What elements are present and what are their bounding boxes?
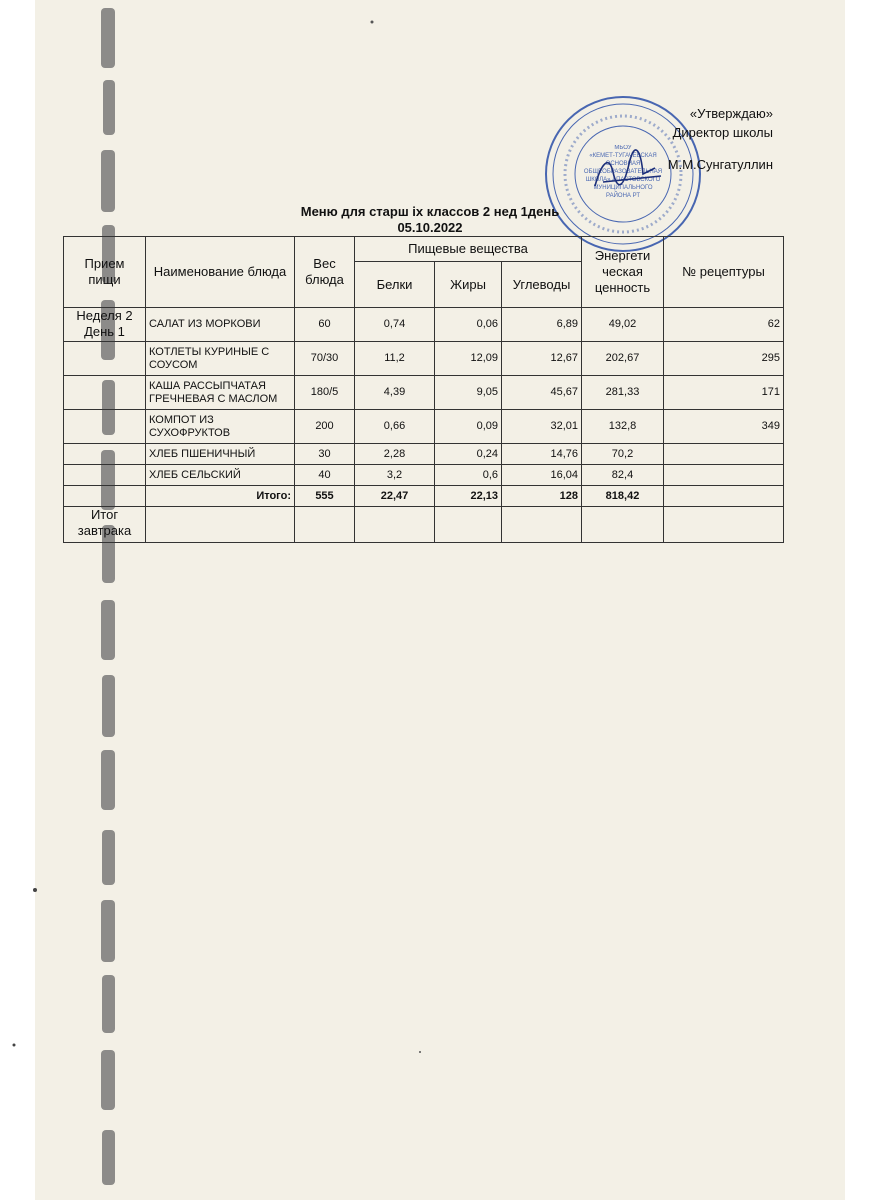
dish-proteins: 11,2 [355, 342, 435, 376]
dish-fats: 0,24 [435, 444, 502, 465]
svg-text:ОСНОВНАЯ: ОСНОВНАЯ [605, 161, 641, 167]
table-row [64, 465, 784, 486]
total-energy: 818,42 [582, 486, 664, 507]
header-energy: Энергети ческая ценность [582, 237, 664, 308]
dish-name: САЛАТ ИЗ МОРКОВИ [146, 308, 295, 342]
table-row [64, 444, 784, 465]
dish-energy: 82,4 [582, 465, 664, 486]
dish-name: КОМПОТ ИЗ СУХОФРУКТОВ [146, 410, 295, 444]
dish-weight: 30 [295, 444, 355, 465]
total-label: Итого: [146, 486, 295, 507]
approval-position: Директор школы [672, 125, 773, 140]
dish-fats: 0,09 [435, 410, 502, 444]
dish-name: КАША РАССЫПЧАТАЯ ГРЕЧНЕВАЯ С МАСЛОМ [146, 376, 295, 410]
approval-signer: М.М.Сунгатуллин [667, 157, 773, 172]
header-carbs: Углеводы [502, 262, 582, 308]
dish-weight: 60 [295, 308, 355, 342]
breakfast-total-row [64, 507, 784, 543]
dish-fats: 0,06 [435, 308, 502, 342]
dish-weight: 40 [295, 465, 355, 486]
svg-text:ОБЩЕОБРАЗОВАТЕЛЬНАЯ: ОБЩЕОБРАЗОВАТЕЛЬНАЯ [583, 169, 663, 175]
dish-carbs: 16,04 [502, 465, 582, 486]
table-row [64, 376, 784, 410]
svg-text:«КЕМЕТ-ТУГАЧЕВСКАЯ: «КЕМЕТ-ТУГАЧЕВСКАЯ [589, 153, 657, 159]
dish-name: КОТЛЕТЫ КУРИНЫЕ С СОУСОМ [146, 342, 295, 376]
dish-recipe [664, 444, 784, 465]
header-dish: Наименование блюда [146, 237, 295, 308]
dish-weight: 70/30 [295, 342, 355, 376]
dish-name: ХЛЕБ ПШЕНИЧНЫЙ [146, 444, 295, 465]
total-carbs: 128 [502, 486, 582, 507]
document-title: Меню для старш іх классов 2 нед 1день [300, 204, 560, 219]
dish-fats: 0,6 [435, 465, 502, 486]
dish-proteins: 2,28 [355, 444, 435, 465]
dish-weight: 200 [295, 410, 355, 444]
meal-label: Неделя 2 День 1 [64, 308, 146, 342]
dish-fats: 12,09 [435, 342, 502, 376]
dish-energy: 132,8 [582, 410, 664, 444]
approval-block [560, 104, 773, 174]
breakfast-total-label: Итог завтрака [64, 507, 146, 543]
dish-energy: 202,67 [582, 342, 664, 376]
dish-recipe: 349 [664, 410, 784, 444]
dish-carbs: 14,76 [502, 444, 582, 465]
document-title-block [240, 204, 620, 236]
dish-proteins: 0,66 [355, 410, 435, 444]
dish-proteins: 0,74 [355, 308, 435, 342]
dish-proteins: 4,39 [355, 376, 435, 410]
dish-carbs: 12,67 [502, 342, 582, 376]
header-weight: Вес блюда [295, 237, 355, 308]
total-weight: 555 [295, 486, 355, 507]
header-recipe: № рецептуры [664, 237, 784, 308]
header-meal: Прием пищи [64, 237, 146, 308]
dish-energy: 70,2 [582, 444, 664, 465]
document-date: 05.10.2022 [397, 220, 463, 235]
dish-recipe: 295 [664, 342, 784, 376]
table-row [64, 308, 784, 342]
dish-carbs: 32,01 [502, 410, 582, 444]
dish-recipe: 171 [664, 376, 784, 410]
table-row [64, 410, 784, 444]
dish-weight: 180/5 [295, 376, 355, 410]
svg-text:ШКОЛА» АПАСТОВСКОГО: ШКОЛА» АПАСТОВСКОГО [585, 177, 661, 183]
dish-recipe: 62 [664, 308, 784, 342]
dish-carbs: 45,67 [502, 376, 582, 410]
approval-title: «Утверждаю» [689, 106, 773, 121]
dish-recipe [664, 465, 784, 486]
total-proteins: 22,47 [355, 486, 435, 507]
dish-energy: 281,33 [582, 376, 664, 410]
dish-name: ХЛЕБ СЕЛЬСКИЙ [146, 465, 295, 486]
total-fats: 22,13 [435, 486, 502, 507]
header-nutrients: Пищевые вещества [355, 237, 582, 262]
header-proteins: Белки [355, 262, 435, 308]
table-row [64, 342, 784, 376]
dish-energy: 49,02 [582, 308, 664, 342]
binding-holes-strip [96, 0, 126, 1200]
svg-text:МБОУ: МБОУ [614, 145, 632, 151]
dish-fats: 9,05 [435, 376, 502, 410]
dish-carbs: 6,89 [502, 308, 582, 342]
total-row [64, 486, 784, 507]
svg-text:РАЙОНА РТ: РАЙОНА РТ [606, 193, 640, 199]
dish-proteins: 3,2 [355, 465, 435, 486]
svg-text:МУНИЦИПАЛЬНОГО: МУНИЦИПАЛЬНОГО [593, 185, 653, 191]
header-fats: Жиры [435, 262, 502, 308]
menu-table [63, 236, 784, 543]
